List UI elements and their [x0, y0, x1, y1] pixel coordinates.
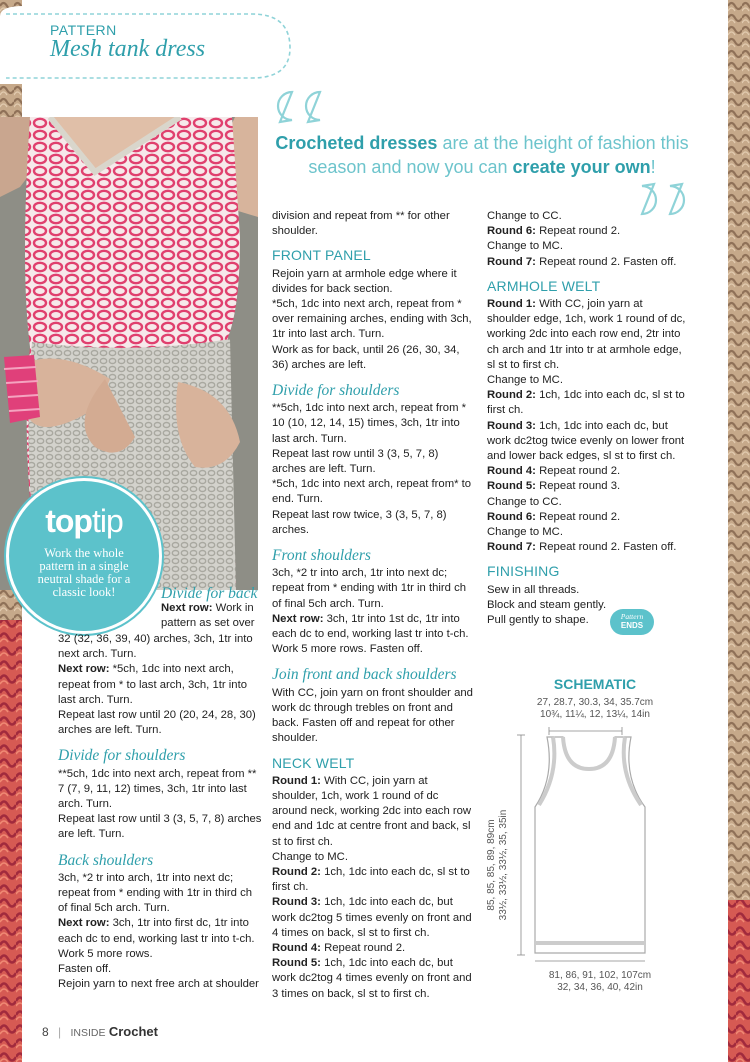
column-3 [487, 209, 687, 628]
text: With CC, join yarn at shoulder edge, 1ch, work 1 round of dc, working 2dc into each row end, 2tr into ch arch and 1tr into tr at armhole edge, sl st to first ch. [487, 298, 686, 371]
text: Sew in all threads. [487, 583, 580, 596]
text: Change to MC. [487, 374, 563, 387]
schematic-drawing [495, 725, 695, 965]
label: Round 7: [487, 541, 536, 554]
schematic-side-dims [486, 745, 510, 985]
toptip-word-tip: tip [91, 503, 123, 539]
text: 3ch, 1tr into 1st dc, 1tr into each dc to end, working last tr into t-ch. [272, 612, 469, 641]
text: Work as for back, until 26 (26, 30, 34, 36) arches are left. [272, 343, 460, 371]
page-title: Mesh tank dress [50, 36, 206, 62]
label: Next row: [58, 663, 110, 676]
toptip-word-top: top [45, 503, 92, 539]
text: Repeat last row until 3 (3, 5, 7, 8) arches are left. Turn. [272, 447, 439, 476]
text: Repeat last row twice, 3 (3, 5, 7, 8) arches. [272, 508, 447, 536]
text: 1ch, 1dc into each dc, but work dc2tog 5 times evenly on front and 4 times on back, sl st to first ch. [272, 896, 472, 939]
label: Round 3: [487, 419, 536, 432]
intro-end-2: ! [650, 157, 656, 177]
heading-finishing: FINISHING [487, 563, 560, 580]
heading-neck-welt: NECK WELT [272, 754, 355, 771]
text: 3ch, 1tr into first dc, 1tr into each dc to end, working last tr into t-ch. [58, 917, 255, 945]
label: Round 5: [272, 957, 321, 970]
intro-strong-2: create your own [512, 157, 651, 177]
text: Rejoin yarn to next free arch at shoulder [58, 978, 259, 991]
text: Repeat round 2. [320, 941, 406, 954]
text: Work in [212, 602, 254, 615]
footer: 8 | INSIDE Crochet [42, 1024, 158, 1039]
intro-pre-2: season and now you can [308, 157, 513, 177]
heading-join-shoulders: Join front and back shoulders [272, 666, 457, 684]
text: Repeat round 2. [535, 225, 621, 238]
label: Round 5: [487, 480, 536, 493]
footer-brand-pre: INSIDE [70, 1027, 106, 1039]
text: *5ch, 1dc into next arch, repeat from * over remaining arches, ending with 3ch, 1tr into last arch. Turn. [272, 298, 472, 341]
text: division and repeat from ** for other shoulder. [272, 210, 450, 238]
toptip-badge [6, 478, 162, 634]
text: pattern as set over [161, 617, 255, 630]
text: 32 (32, 36, 39, 40) arches, 3ch, 1tr into [58, 633, 253, 645]
label: Round 7: [487, 255, 536, 268]
heading-divide-shoulders: Divide for shoulders [58, 747, 186, 765]
text: Work 5 more rows. [58, 947, 153, 960]
schematic-title: SCHEMATIC [553, 676, 637, 692]
badge-top: Pattern [620, 612, 644, 621]
heading-back-shoulders: Back shoulders [58, 851, 154, 869]
text: Change to MC. [487, 526, 563, 539]
label: Next row: [58, 917, 110, 930]
text: 3ch, *2 tr into arch, 1tr into next dc; repeat from * ending with 1tr in third ch of final 5ch arch. Turn. [272, 567, 467, 610]
text: Repeat round 2. Fasten off. [535, 541, 677, 554]
top-in: 10¾, 11¼, 12, 13¼, 14in [540, 709, 650, 720]
label: Round 1: [272, 774, 321, 787]
side-cm: 85, 85, 85, 89, 89cm [486, 819, 497, 911]
label: Round 4: [487, 465, 536, 478]
label: Next row: [272, 612, 324, 625]
text: Repeat round 2. [535, 510, 621, 523]
text: 1ch, 1dc into each dc, sl st to first ch. [272, 865, 470, 894]
text: Repeat round 2. Fasten off. [535, 255, 677, 268]
label: Round 4: [272, 941, 321, 954]
pattern-ends-badge [610, 609, 654, 635]
text: Change to MC. [272, 850, 348, 863]
bottom-cm: 81, 86, 91, 102, 107cm [548, 970, 652, 981]
text: Block and steam gently. [487, 598, 607, 611]
heading-divide-shoulders-front: Divide for shoulders [272, 382, 400, 400]
label: Round 2: [487, 389, 536, 402]
intro-rest-1: are at the height of fashion this [437, 133, 689, 153]
text: next arch. Turn. [58, 648, 137, 661]
text: **5ch, 1dc into next arch, repeat from ** 7 (7, 9, 11, 12) times, 3ch, 1tr into last arch. Turn. [58, 767, 257, 811]
toptip-text: Work the whole pattern in a single neutral shade for a classic look! [37, 546, 131, 599]
text: Pull gently to shape. [487, 614, 589, 627]
text: Repeat round 3. [535, 480, 621, 493]
label: Round 6: [487, 510, 536, 523]
schematic-bottom-dims [500, 970, 700, 994]
text: With CC, join yarn on front shoulder and work dc through trebles on front and back. Fasten off and repeat for other shoulder. [272, 686, 473, 745]
header-kicker: PATTERN [50, 22, 117, 38]
page-number: 8 [42, 1025, 49, 1039]
label: Round 6: [487, 225, 536, 238]
label: Round 3: [272, 896, 321, 909]
text: *5ch, 1dc into next arch, repeat from * to last arch, 3ch, 1tr into last arch. Turn. [58, 663, 247, 706]
text: 1ch, 1dc into each dc, but work dc2tog twice evenly on lower front and lower back edges, sl st to first ch. [487, 419, 685, 463]
text: 1ch, 1dc into each dc, sl st to first ch. [487, 389, 685, 417]
column-1 [58, 632, 263, 992]
heading-front-shoulders: Front shoulders [272, 547, 371, 565]
badge-bottom: ENDS [620, 621, 644, 630]
heading-divide-back: Divide for back [161, 585, 258, 602]
schematic-top-dims [500, 697, 690, 721]
text: Change to CC. [487, 210, 562, 222]
intro-text [268, 131, 696, 179]
text: With CC, join yarn at shoulder, 1ch, work 1 round of dc around neck, working 2dc into each row end and 1dc at centre front and back, sl st to first ch. [272, 774, 472, 848]
column-2 [272, 209, 474, 1002]
text: Repeat round 2. [535, 465, 621, 478]
bottom-in: 32, 34, 36, 40, 42in [557, 982, 643, 993]
label: Round 1: [487, 298, 536, 311]
text: Repeat last row until 3 (3, 5, 7, 8) arches are left. Turn. [58, 813, 262, 841]
top-cm: 27, 28.7, 30.3, 34, 35.7cm [536, 697, 654, 708]
label: Round 2: [272, 865, 321, 878]
text: Work 5 more rows. Fasten off. [272, 643, 423, 656]
text: 3ch, *2 tr into arch, 1tr into next dc; repeat from * ending with 1tr in third ch of final 5ch arch. Turn. [58, 871, 253, 915]
col1-top [161, 586, 261, 632]
intro-strong-1: Crocheted dresses [275, 133, 438, 153]
text: Fasten off. [58, 963, 112, 976]
heading-front-panel: FRONT PANEL [272, 247, 371, 264]
text: Change to CC. [487, 495, 562, 508]
heading-armhole-welt: ARMHOLE WELT [487, 277, 601, 294]
footer-brand: Crochet [108, 1024, 158, 1039]
text: **5ch, 1dc into next arch, repeat from * 10 (10, 12, 14, 15) times, 3ch, 1tr into last arch. Turn. [272, 402, 467, 445]
side-in: 33½, 33½, 33½, 35, 35in [498, 809, 509, 921]
open-quote-icon [262, 88, 326, 128]
text: Change to MC. [487, 240, 563, 253]
label: Next row: [161, 602, 213, 615]
text: Rejoin yarn at armhole edge where it divides for back section. [272, 267, 457, 295]
text: *5ch, 1dc into next arch, repeat from* to end. Turn. [272, 478, 472, 506]
text: 1ch, 1dc into each dc, but work dc2tog 4 times evenly on front and 3 times on back, sl st to first ch. [272, 957, 472, 1000]
text: Repeat last row until 20 (20, 24, 28, 30) arches are left. Turn. [58, 709, 256, 737]
